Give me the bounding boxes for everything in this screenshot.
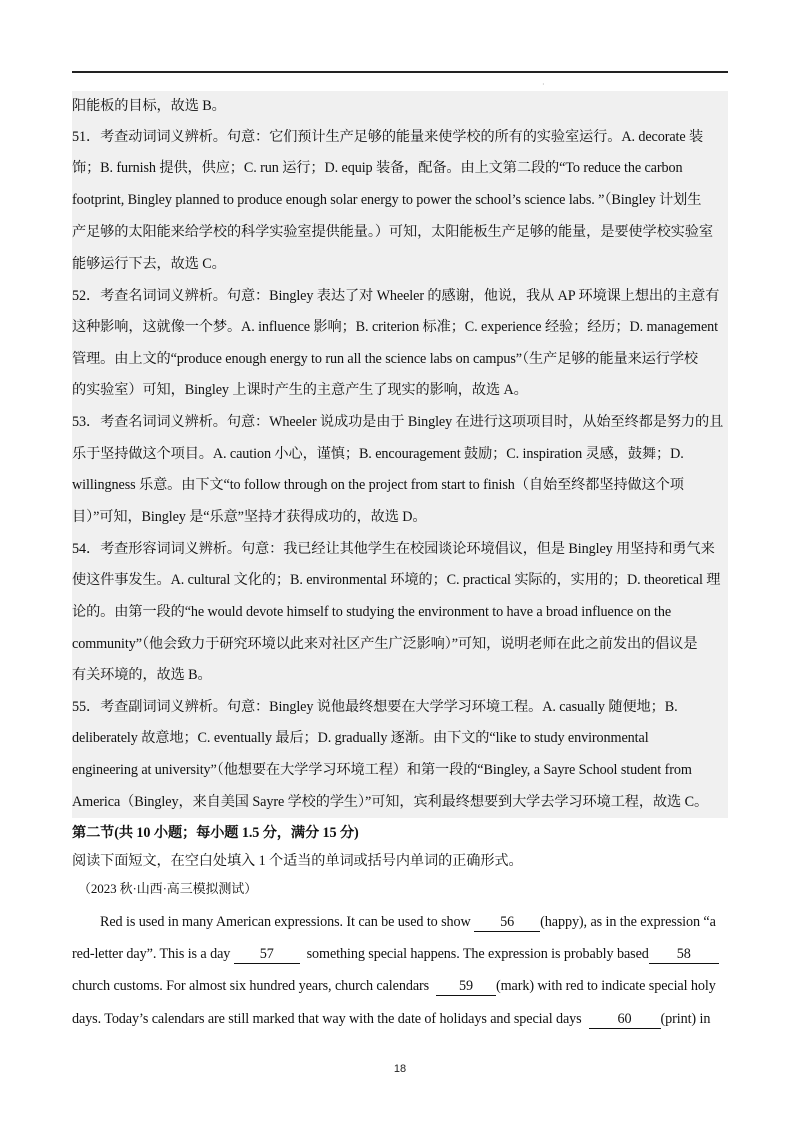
answer-line: engineering at university”（他想要在大学学习环境工程）和第一段的“Bingley, a Sayre School student from bbox=[72, 762, 692, 778]
answer-line: 52．考查名词词义辨析。句意：Bingley 表达了对 Wheeler 的感谢，他说，我从 AP 环境课上想出的主意有 bbox=[72, 288, 720, 304]
answer-line: America（Bingley，来自美国 Sayre 学校的学生）”可知，宾利最终想要到大学去学习环境工程，故选 C。 bbox=[72, 794, 709, 810]
answer-line: 产足够的太阳能来给学校的科学实验室提供能量。）可知，太阳能板生产足够的能量，是要使学校实验室 bbox=[72, 224, 713, 240]
passage-text: days. Today’s calendars are still marked that way with the date of holidays and special days bbox=[72, 1011, 582, 1027]
answer-line: 53．考查名词词义辨析。句意：Wheeler 说成功是由于 Bingley 在进行这项项目时，从始至终都是努力的且 bbox=[72, 414, 724, 430]
blank-56[interactable]: 56 bbox=[474, 914, 540, 932]
passage-text: Red is used in many American expressions. It can be used to show bbox=[100, 914, 471, 930]
passage-line bbox=[72, 944, 719, 964]
passage-text: (happy), as in the expression “a bbox=[540, 914, 716, 930]
answer-line: 阳能板的目标，故选 B。 bbox=[72, 98, 226, 114]
blank-57[interactable]: 57 bbox=[234, 946, 300, 964]
answer-line: willingness 乐意。由下文“to follow through on the project from start to finish（自始至终都坚持做这个项 bbox=[72, 477, 684, 493]
answer-line: 的实验室）可知，Bingley 上课时产生的主意产生了现实的影响，故选 A。 bbox=[72, 382, 528, 398]
answer-line: 能够运行下去，故选 C。 bbox=[72, 256, 226, 272]
answer-line: community”（他会致力于研究环境以此来对社区产生广泛影响）”可知，说明老师在此之前发出的倡议是 bbox=[72, 636, 698, 652]
passage-line bbox=[100, 912, 716, 932]
passage-text: (print) in bbox=[660, 1011, 711, 1027]
passage-line bbox=[72, 1009, 710, 1029]
answer-line: 饰；B. furnish 提供，供应；C. run 运行；D. equip 装备，配备。由上文第二段的“To reduce the carbon bbox=[72, 160, 683, 176]
answer-line: 55．考查副词词义辨析。句意：Bingley 说他最终想要在大学学习环境工程。A. casually 随便地；B. bbox=[72, 699, 678, 715]
answer-line: deliberately 故意地；C. eventually 最后；D. gradually 逐渐。由下文的“like to study environmental bbox=[72, 730, 649, 746]
passage-text: church customs. For almost six hundred years, church calendars bbox=[72, 978, 430, 994]
answer-line: 51．考查动词词义辨析。句意：它们预计生产足够的能量来使学校的所有的实验室运行。A. decorate 装 bbox=[72, 129, 704, 145]
section-instruction: 阅读下面短文，在空白处填入 1 个适当的单词或括号内单词的正确形式。 bbox=[72, 853, 523, 869]
answer-line: 目）”可知，Bingley 是“乐意”坚持才获得成功的，故选 D。 bbox=[72, 509, 427, 525]
passage-text: something special happens. The expression is probably based bbox=[306, 946, 649, 962]
blank-60[interactable]: 60 bbox=[589, 1011, 661, 1029]
passage-text: (mark) with red to indicate special holy bbox=[495, 978, 716, 994]
header-dot: · bbox=[542, 80, 545, 89]
answer-line: 乐于坚持做这个项目。A. caution 小心，谨慎；B. encouragement 鼓励；C. inspiration 灵感，鼓舞；D. bbox=[72, 446, 684, 462]
source-note: （2023 秋·山西·高三模拟测试） bbox=[78, 881, 258, 896]
answer-line: 论的。由第一段的“he would devote himself to studying the environment to have a broad influence on the bbox=[72, 604, 672, 620]
passage-text: red-letter day”. This is a day bbox=[72, 946, 231, 962]
header-rule bbox=[72, 71, 728, 73]
answer-line: 这种影响，这就像一个梦。A. influence 影响；B. criterion 标准；C. experience 经验；经历；D. management bbox=[72, 319, 718, 335]
section-heading: 第二节(共 10 小题；每小题 1.5 分，满分 15 分) bbox=[72, 825, 359, 841]
answer-line: 有关环境的，故选 B。 bbox=[72, 667, 212, 683]
blank-59[interactable]: 59 bbox=[436, 978, 496, 996]
answer-line: 54．考查形容词词义辨析。句意：我已经让其他学生在校园谈论环境倡议，但是 Bingley 用坚持和勇气来 bbox=[72, 541, 715, 557]
answer-line: footprint, Bingley planned to produce enough solar energy to power the school’s science labs. ”（Bingley 计划生 bbox=[72, 192, 702, 208]
answer-line: 管理。由上文的“produce enough energy to run all the science labs on campus”（生产足够的能量来运行学校 bbox=[72, 351, 699, 367]
answer-line: 使这件事发生。A. cultural 文化的；B. environmental 环境的；C. practical 实际的，实用的；D. theoretical 理 bbox=[72, 572, 721, 588]
passage-line bbox=[72, 976, 716, 996]
page-number: 18 bbox=[393, 1063, 407, 1075]
blank-58[interactable]: 58 bbox=[649, 946, 719, 964]
